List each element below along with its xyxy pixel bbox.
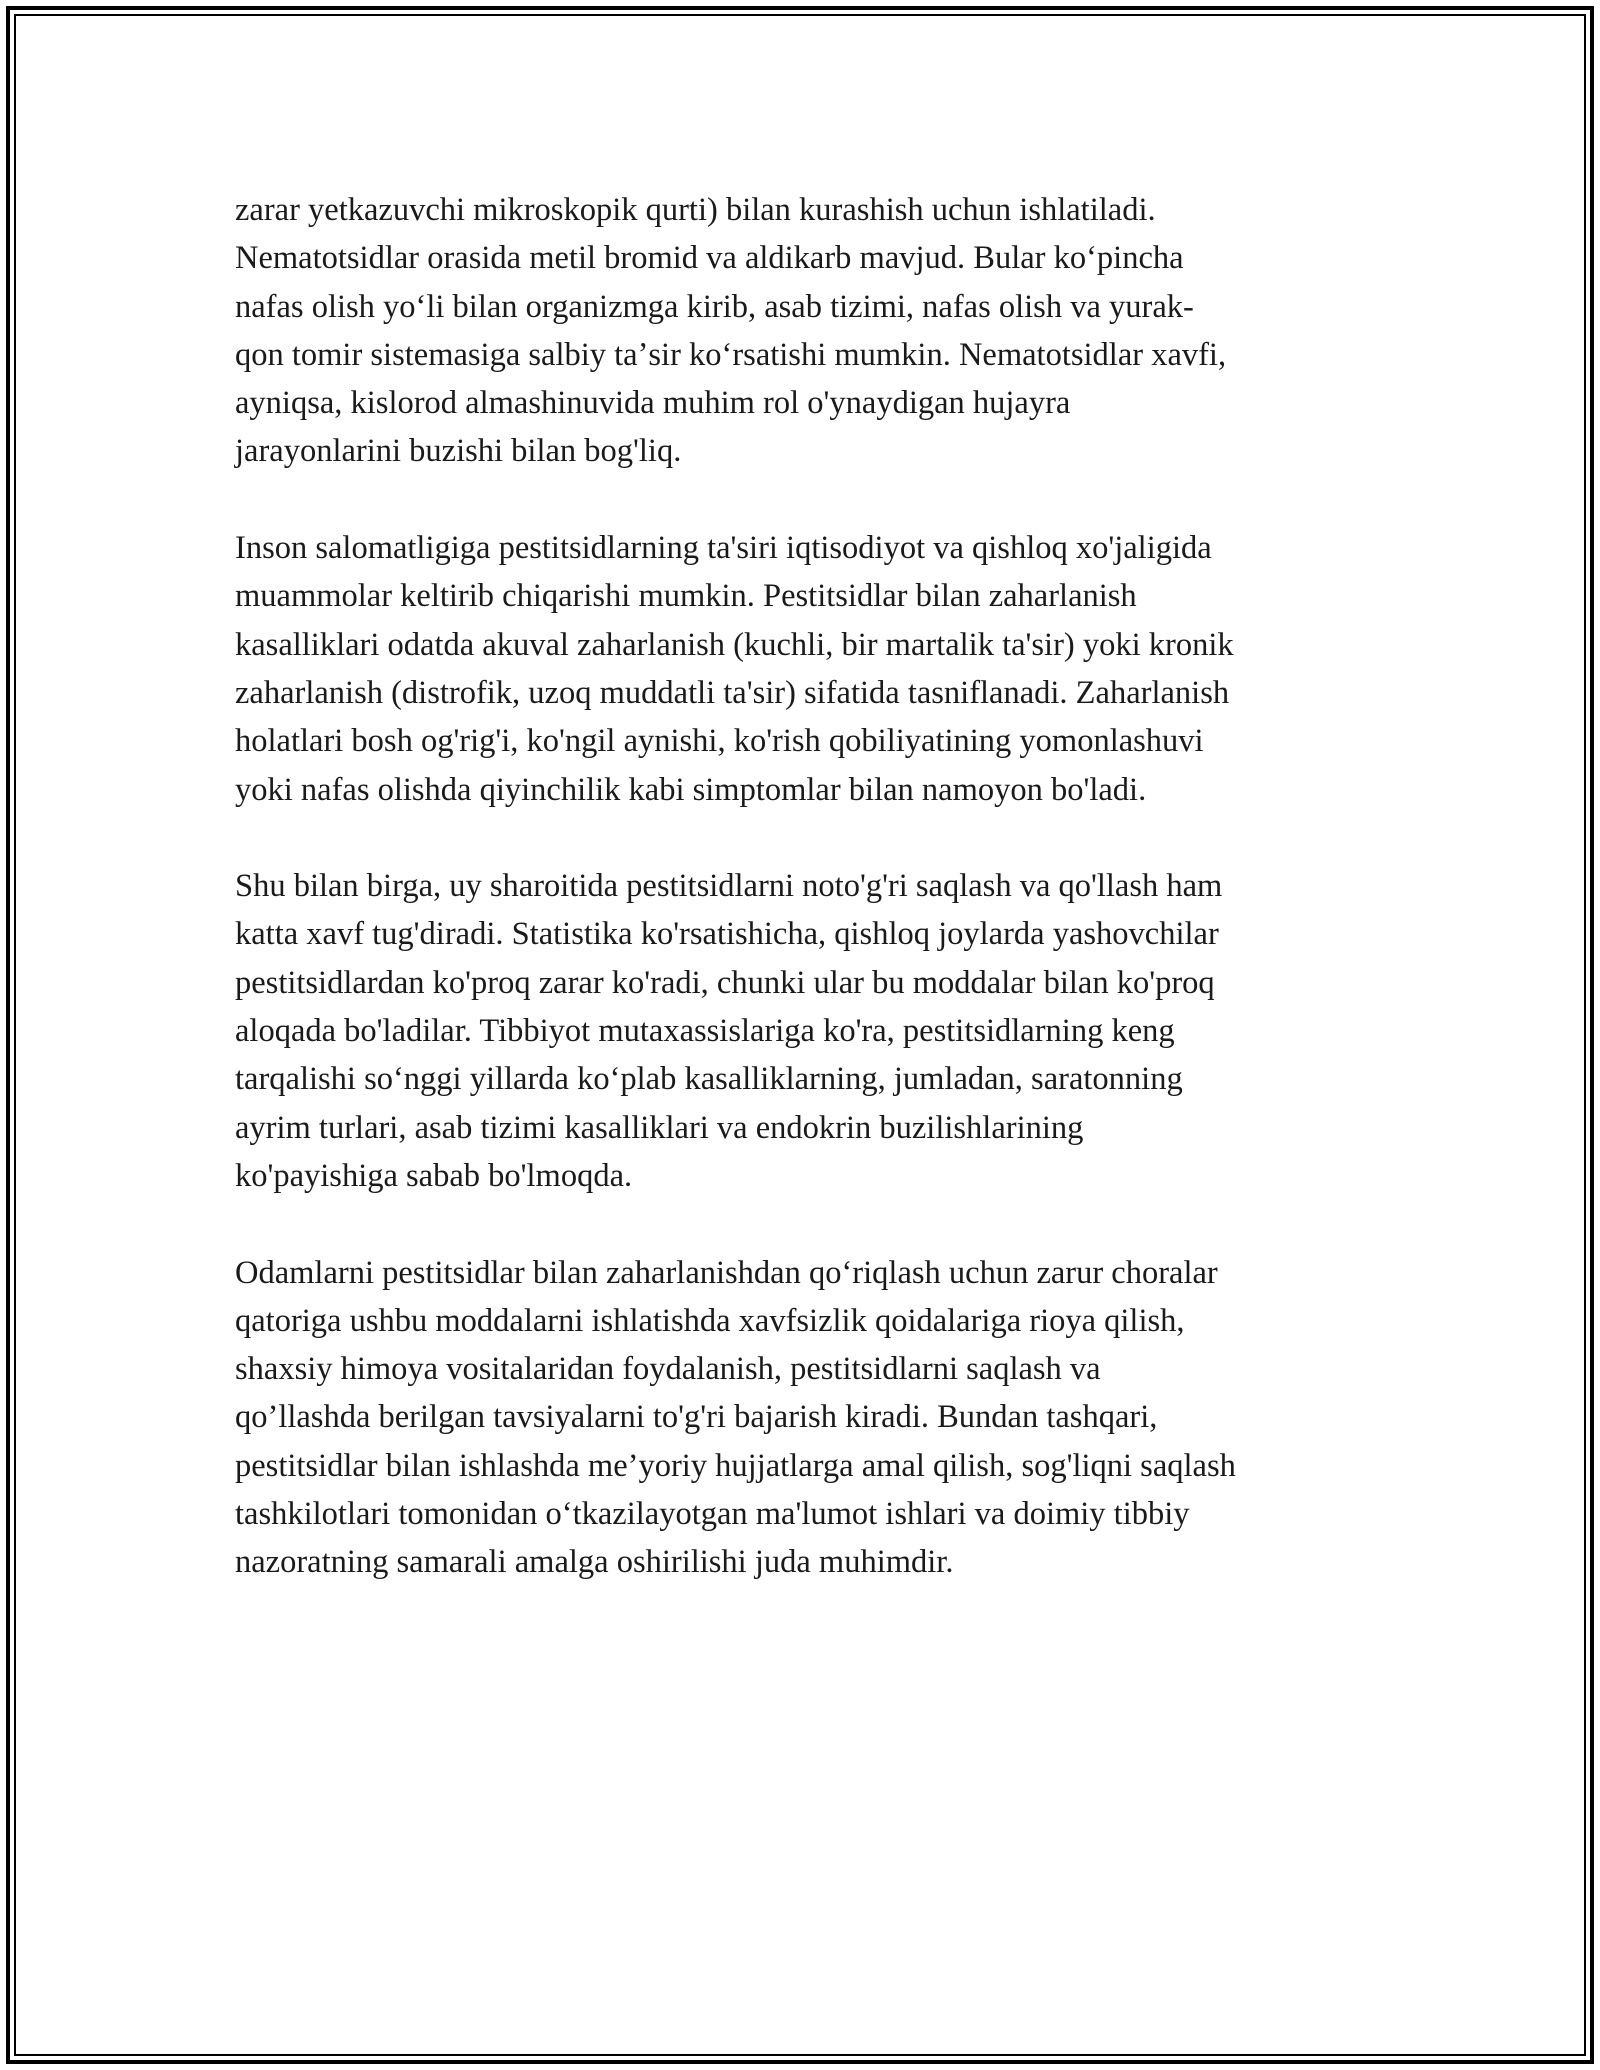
paragraph-protection-measures: Odamlarni pestitsidlar bilan zaharlanishdan qoʻriqlash uchun zarur choralar qatoriga ushbu moddalarni ishlatishda xavfsizlik qoidalariga rioya qilish, shaxsiy himoya vositalaridan foydalanish, pestitsidlarni saqlash va qo’llashda berilgan tavsiyalarni to'g'ri bajarish kiradi. Bundan tashqari, pestitsidlar bilan ishlashda me’yoriy hujjatlarga amal qilish, sog'liqni saqlash tashkilotlari tomonidan oʻtkazilayotgan ma'lumot ishlari va doimiy tibbiy nazoratning samarali amalga oshirilishi juda muhimdir.	[235, 1254, 1236, 1581]
paragraph-household-risk: Shu bilan birga, uy sharoitida pestitsidlarni noto'g'ri saqlash va qo'llash ham katta xavf tug'diradi. Statistika ko'rsatishicha, qishloq joylarda yashovchilar pestitsidlardan ko'proq zarar ko'radi, chunki ular bu moddalar bilan ko'proq aloqada bo'ladilar. Tibbiyot mutaxassislariga ko'ra, pestitsidlarning keng tarqalishi soʻnggi yillarda koʻplab kasalliklarning, jumladan, saratonning ayrim turlari, asab tizimi kasalliklari va endokrin buzilishlarining ko'payishiga sabab bo'lmoqda.	[235, 868, 1223, 1194]
paragraph-health-impact: Inson salomatligiga pestitsidlarning ta'siri iqtisodiyot va qishloq xo'jaligida muammolar keltirib chiqarishi mumkin. Pestitsidlar bilan zaharlanish kasalliklari odatda akuval zaharlanish (kuchli, bir martalik ta'sir) yoki kronik zaharlanish (distrofik, uzoq muddatli ta'sir) sifatida tasniflanadi. Zaharlanish holatlari bosh og'rig'i, ko'ngil aynishi, ko'rish qobiliyatining yomonlashuvi yoki nafas olishda qiyinchilik kabi simptomlar bilan namoyon bo'ladi.	[235, 530, 1234, 808]
paragraph-nematicides: zarar yetkazuvchi mikroskopik qurti) bilan kurashish uchun ishlatiladi. Nematotsidlar orasida metil bromid va aldikarb mavjud. Bular koʻpincha nafas olish yoʻli bilan organizmga kirib, asab tizimi, nafas olish va yurak- qon tomir sistemasiga salbiy taʼsir koʻrsatishi mumkin. Nematotsidlar xavfi, ayniqsa, kislorod almashinuvida muhim rol o'ynaydigan hujayra jarayonlarini buzishi bilan bog'liq.	[235, 192, 1227, 470]
document-body	[235, 186, 1395, 1635]
